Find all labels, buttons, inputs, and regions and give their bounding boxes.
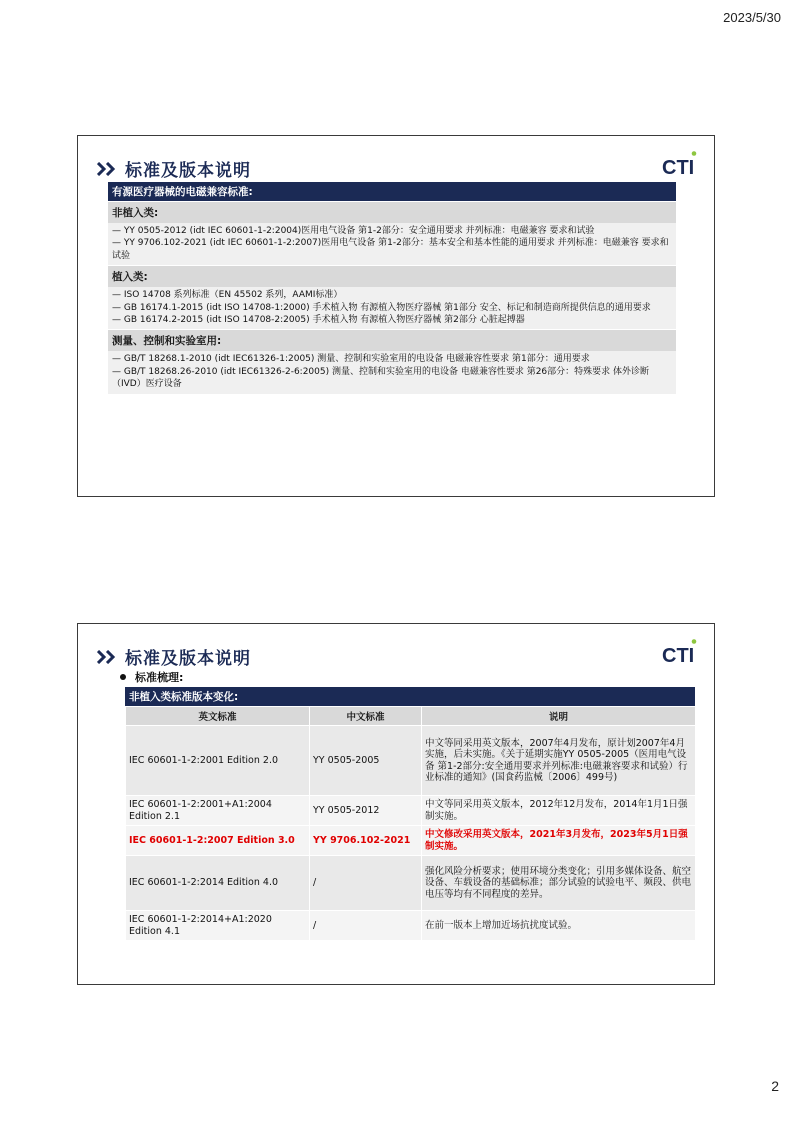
standard-line: — GB 16174.1-2015 (idt ISO 14708-1:2000) 手术植入物 有源植入物医疗器械 第1部分 安全、标记和制造商所提供信息的通用要求 <box>112 302 651 313</box>
slide-title <box>97 156 251 181</box>
cell-en-standard: IEC 60601-1-2:2001 Edition 2.0 <box>126 726 310 796</box>
cell-cn-standard: YY 0505-2012 <box>310 796 422 826</box>
table-row <box>126 726 696 796</box>
slide-title-text: 标准及版本说明 <box>125 161 251 181</box>
cell-cn-standard: YY 9706.102-2021 <box>310 826 422 856</box>
slide-title <box>97 644 251 669</box>
double-chevron-icon <box>97 162 119 176</box>
table-row-highlight <box>126 826 696 856</box>
group-body <box>108 351 676 393</box>
column-header: 说明 <box>422 707 696 726</box>
standard-line: — YY 9706.102-2021 (idt IEC 60601-1-2:2007)医用电气设备 第1-2部分：基本安全和基本性能的通用要求 并列标准：电磁兼容 要求和试验 <box>112 238 669 261</box>
section-title: 非植入类标准版本变化: <box>125 687 695 706</box>
standard-line: — GB/T 18268.26-2010 (idt IEC61326-2-6:2005) 测量、控制和实验室用的电设备 电磁兼容性要求 第26部分：特殊要求 体外诊断（IVD）医疗设备 <box>112 366 650 390</box>
column-header: 中文标准 <box>310 707 422 726</box>
cell-description: 中文等同采用英文版本，2012年12月发布，2014年1月1日强制实施。 <box>422 796 696 826</box>
page-number: 2 <box>771 1078 779 1094</box>
cell-cn-standard: YY 0505-2005 <box>310 726 422 796</box>
standard-line: — GB/T 18268.1-2010 (idt IEC61326-1:2005) 测量、控制和实验室用的电设备 电磁兼容性要求 第1部分：通用要求 <box>112 354 590 365</box>
cti-logo <box>662 150 698 176</box>
table-header-row <box>126 707 696 726</box>
bullet-item <box>120 669 183 685</box>
logo-text: CTI <box>662 157 695 176</box>
group-heading: 测量、控制和实验室用: <box>108 329 676 351</box>
cell-cn-standard: / <box>310 911 422 941</box>
cell-description: 中文修改采用英文版本，2021年3月发布，2023年5月1日强制实施。 <box>422 826 696 856</box>
cell-en-standard: IEC 60601-1-2:2007 Edition 3.0 <box>126 826 310 856</box>
group-heading: 非植入类: <box>108 201 676 223</box>
slide-1 <box>77 135 715 497</box>
standard-line: — ISO 14708 系列标准（EN 45502 系列，AAMI标准） <box>112 290 343 301</box>
section-title: 有源医疗器械的电磁兼容标准: <box>108 182 676 201</box>
cell-description: 在前一版本上增加近场抗扰度试验。 <box>422 911 696 941</box>
table-row <box>126 796 696 826</box>
standard-line: — GB 16174.2-2015 (idt ISO 14708-2:2005) 手术植入物 有源植入物医疗器械 第2部分 心脏起搏器 <box>112 315 525 326</box>
table-row <box>126 911 696 941</box>
cell-en-standard: IEC 60601-1-2:2014 Edition 4.0 <box>126 856 310 911</box>
version-table-panel <box>125 687 695 941</box>
cell-cn-standard: / <box>310 856 422 911</box>
cell-description: 强化风险分析要求；使用环境分类变化；引用多媒体设备、航空设备、车载设备的基础标准；部分试验的试验电平、频段、供电电压等均有不同程度的差异。 <box>422 856 696 911</box>
column-header: 英文标准 <box>126 707 310 726</box>
group-heading: 植入类: <box>108 265 676 287</box>
standard-line: — YY 0505-2012 (idt IEC 60601-1-2:2004)医用电气设备 第1-2部分：安全通用要求 并列标准：电磁兼容 要求和试验 <box>112 226 595 236</box>
slide-2 <box>77 623 715 985</box>
cell-description: 中文等同采用英文版本，2007年4月发布，原计划2007年4月实施，后未实施。《关于延期实施YY 0505-2005（医用电气设备 第1-2部分:安全通用要求并列标准:电磁兼容要求和试验）行业标准的通知》(国食药监械〔2006〕499号) <box>422 726 696 796</box>
cell-en-standard: IEC 60601-1-2:2001+A1:2004 Edition 2.1 <box>126 796 310 826</box>
group-body <box>108 287 676 329</box>
table-row <box>126 856 696 911</box>
double-chevron-icon <box>97 650 119 664</box>
slide-title-text: 标准及版本说明 <box>125 649 251 669</box>
logo-text: CTI <box>662 645 695 664</box>
group-body <box>108 223 676 265</box>
version-table <box>125 706 696 941</box>
standards-panel <box>108 182 676 394</box>
header-date: 2023/5/30 <box>723 10 781 25</box>
bullet-text: 标准梳理: <box>135 671 184 684</box>
cell-en-standard: IEC 60601-1-2:2014+A1:2020 Edition 4.1 <box>126 911 310 941</box>
bullet-dot-icon <box>120 674 126 680</box>
cti-logo <box>662 638 698 664</box>
